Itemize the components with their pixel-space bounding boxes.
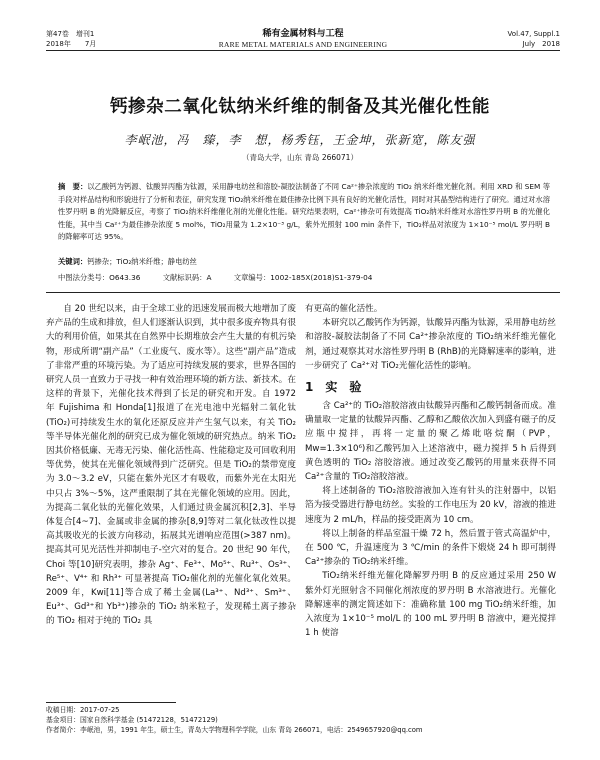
- body-paragraph: TiO₂纳米纤维光催化降解罗丹明 B 的反应通过采用 250 W 紫外灯光照射含不同催化剂浓度的罗丹明 B 水溶液进行。光催化降解速率的测定简述如下：准确称量 100 mg TiO₂纳米纤维，加入浓度为 1×10⁻⁵ mol/L 的 100 mL 罗丹明 B 溶液中，避光搅拌 1 h 使溶: [305, 571, 556, 639]
- abstract-label: 摘 要：: [58, 182, 88, 191]
- body-paragraph: 含 Ca²⁺的 TiO₂溶胶溶液由钛酸异丙酯和乙酸钙制备而成。准确量取一定量的钛酸异丙酯、乙醇和乙酸依次加入到盛有磁子的反应瓶中搅拌，再将一定量的聚乙烯吡咯烷酮（PVP，Mw=1.3×10⁶)和乙酸钙加入上述溶液中，磁力搅拌 5 h 后得到黄色透明的 TiO₂ 溶胶溶液。通过改变乙酸钙的用量来获得不同 Ca²⁺含量的 TiO₂溶胶溶液。: [305, 401, 556, 483]
- footnote-fund: 基金项目：国家自然科学基金 (51472128，51472129): [46, 716, 218, 724]
- header-date-en: July 2018: [522, 40, 560, 48]
- footnote: [46, 705, 560, 735]
- affiliation: （青岛大学，山东 青岛 266071）: [242, 153, 358, 162]
- article-meta: [58, 272, 550, 284]
- footnote-author: 作者简介：李岷池，男，1991 年生，硕士生，青岛大学物理科学学院，山东 青岛 266071，电话：2549657920@qq.com: [46, 726, 423, 734]
- body-paragraph: 将上述制备的 TiO₂溶胶溶液加入连有针头的注射器中，以铝箔为接受器进行静电纺丝。实验的工作电压为 20 kV，溶液的推进速度为 2 mL/h，样品的接受距离为 10 cm。: [305, 486, 556, 525]
- header-rule: [46, 50, 560, 51]
- abstract-text: 以乙酸钙为钙源、钛酸异丙酯为钛源，采用静电纺丝和溶胶-凝胶法制备了不同 Ca²⁺掺杂浓度的 TiO₂ 纳米纤维光催化剂。利用 XRD 和 SEM 等手段对样品结构和形貌进行了分析和表征，研究发现 TiO₂纳米纤维在最佳掺杂比例下具有良好的光催化活性，同时对其晶型结构进行了研究。通过对水溶性罗丹明 B 的光降解反应，考察了 TiO₂纳米纤维催化剂的光催化性能。研究结果表明，Ca²⁺掺杂可有效提高 TiO₂纳米纤维对水溶性罗丹明 B 的光催化性能，其中当 Ca²⁺为最佳掺杂浓度 5 mol%，TiO₂用量为 1.2×10⁻³ g/L，紫外光照射 100 min 条件下，TiO₂样品对浓度为 1×10⁻⁵ mol/L 罗丹明 B 的降解率可达 95%。: [58, 182, 550, 242]
- header-vol-en-block: [508, 29, 560, 49]
- journal-title-cn: 稀有金属材料与工程: [262, 29, 344, 39]
- keywords-text: 钙掺杂；TiO₂纳米纤维；静电纺丝: [87, 257, 197, 266]
- body-paragraph: 有更高的催化活性。: [305, 304, 383, 314]
- clc-number: 中图法分类号：O643.36: [58, 273, 141, 282]
- header-volume: 第47卷 增刊1: [46, 30, 95, 38]
- footnote-rule: [46, 702, 176, 703]
- footnote-received: 收稿日期：2017-07-25: [46, 706, 120, 714]
- header-year: 2018年 7月: [46, 40, 97, 48]
- document-code: 文献标识码：A: [162, 273, 212, 282]
- body-paragraph: 将以上制备的样品室温干燥 72 h，然后置于管式高温炉中，在 500 ℃，升温速度为 3 ℃/min 的条件下煅烧 24 h 即可制得 Ca²⁺掺杂的 TiO₂纳米纤维。: [305, 528, 556, 568]
- keywords-label: 关键词：: [58, 257, 88, 266]
- section-heading: 1 实 验: [305, 380, 362, 395]
- body-column-left: [46, 302, 296, 629]
- abstract: [58, 181, 550, 244]
- header-vol-en: Vol.47, Suppl.1: [507, 30, 560, 38]
- journal-title-en: RARE METAL MATERIALS AND ENGINEERING: [218, 40, 388, 49]
- meta-rule: [46, 292, 560, 293]
- author-list: 李岷池，冯 臻，李 想，杨秀钰，王金坤，张新宽，陈友强: [124, 133, 476, 147]
- running-header: [46, 29, 560, 67]
- body-column-right: [305, 302, 556, 640]
- body-paragraph: 本研究以乙酸钙作为钙源，钛酸异丙酯为钛源，采用静电纺丝和溶胶-凝胶法制备了不同 Ca²⁺掺杂浓度的 TiO₂纳米纤维光催化剂，通过观察其对水溶性罗丹明 B (RhB)的光降解速率的影响，进一步研究了 Ca²⁺对 TiO₂光催化活性的影响。: [305, 318, 556, 371]
- body-paragraph: 自 20 世纪以来，由于全球工业的迅速发展而极大地增加了废弃产品的生成和排放，但人们逐渐认识到，其中很多废弃物具有很大的利用价值，如果其在自然界中长期堆放会产生大量的有机污染物，形成所谓“副产品”（工业废气、废水等）。这些“副产品”造成了非常严重的环境污染。为了适应可持续发展的要求，世界各国的研究人员一直致力于寻找一种有效治理环境的新方法、新技术。在这样的背景下，光催化技术得到了长足的研究和开发。自 1972 年 Fujishima 和 Honda[1]报道了在光电池中光辐射二氧化钛(TiO₂)可持续发生水的氧化还原反应并产生氢气以来，有关 TiO₂等半导体光催化剂的研究已成为催化领域的研究热点。纳米 TiO₂因其价格低廉、无毒无污染、催化活性高、性能稳定及可回收利用等优势，使其在光催化领域得到广泛研究。但是 TiO₂的禁带宽度为 3.0～3.2 eV，只能在紫外光区才有吸收，而紫外光在太阳光中只占 3%～5%，这严重限制了其在光催化领域的应用。因此，为提高二氧化钛的光催化效果，人们通过贵金属沉积[2,3]、半导体复合[4~7]、金属或非金属的掺杂[8,9]等对二氧化钛改性以提高其吸收光的长波方向移动，拓展其光谱响应范围(>387 nm)。提高其可见光活性并抑制电子-空穴对的复合。20 世纪 90 年代，Choi 等[10]研究表明，掺杂 Ag⁺、Fe³⁺、Mo⁵⁺、Ru³⁺、Os³⁺、Re⁵⁺、V⁴⁺ 和 Rh³⁺ 可显著提高 TiO₂催化剂的光催化氧化效果。2009 年，Kwi[11]等合成了稀土金属(La³⁺、Nd³⁺、Sm³⁺、Eu³⁺、Gd³⁺和 Yb³⁺)掺杂的 TiO₂ 纳米粒子，发现稀土离子掺杂的 TiO₂ 相对于纯的 TiO₂ 具: [46, 304, 296, 627]
- article-number: 文章编号：1002-185X(2018)S1-379-04: [233, 273, 373, 282]
- header-journal-block: [46, 29, 560, 50]
- paper-title: 钙掺杂二氧化钛纳米纤维的制备及其光催化性能: [109, 97, 491, 117]
- keywords: [58, 256, 550, 268]
